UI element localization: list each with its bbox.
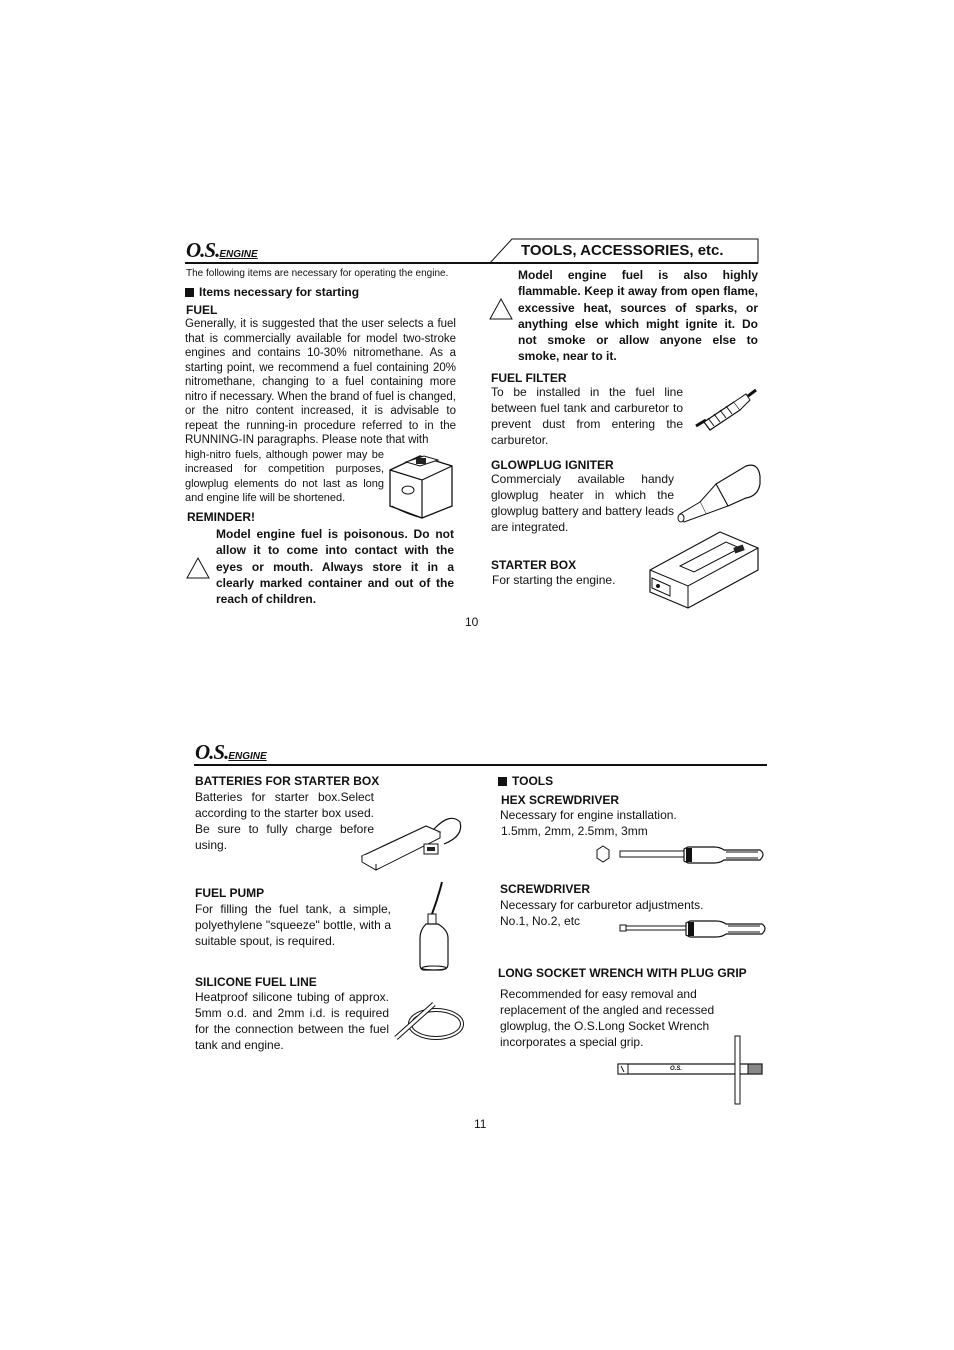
fuel-text-continued: high-nitro fuels, although power may be increased for competition purposes, glowplug elements do not last as long and engine life will be shortened. <box>185 449 384 505</box>
warning-triangle-icon <box>186 557 210 579</box>
screwdriver-sizes: No.1, No.2, etc <box>500 914 581 928</box>
fuel-filter-text: To be installed in the fuel line between fuel tank and carburetor to prevent dust from entering the carburetor. <box>491 385 683 447</box>
starter-box-heading: STARTER BOX <box>491 558 577 572</box>
socket-wrench-heading: LONG SOCKET WRENCH WITH PLUG GRIP <box>498 966 747 980</box>
reminder-text: Model engine fuel is poisonous. Do not allow it to come into contact with the eyes or mouth. Always store it in a clearly marked container and out of the reach of children. <box>216 527 454 607</box>
starter-box-icon <box>640 526 762 608</box>
warning-triangle-icon <box>489 298 513 320</box>
silicone-tube-icon <box>392 998 466 1042</box>
header-rule <box>185 262 758 264</box>
fuel-filter-icon <box>692 382 758 432</box>
items-heading: Items necessary for starting <box>185 285 359 299</box>
square-bullet-icon <box>185 288 194 297</box>
reminder-heading: REMINDER! <box>187 510 255 524</box>
socket-wrench-text: Recommended for easy removal and replacement of the angled and recessed glowplug, the O.S.Long Socket Wrench incorporates a special grip. <box>500 987 715 1049</box>
os-engine-logo: O.S.ENGINE <box>186 238 258 262</box>
intro-text: The following items are necessary for operating the engine. <box>186 268 449 279</box>
page-number: 10 <box>465 615 479 629</box>
squeeze-bottle-icon <box>418 880 452 972</box>
hex-screwdriver-text: Necessary for engine installation. <box>500 808 677 822</box>
socket-wrench-icon <box>616 1034 766 1106</box>
screwdriver-icon <box>618 918 768 938</box>
batteries-heading: BATTERIES FOR STARTER BOX <box>195 774 380 788</box>
screwdriver-text: Necessary for carburetor adjustments. <box>500 898 704 912</box>
square-bullet-icon <box>498 777 507 786</box>
fuel-pump-text: For filling the fuel tank, a simple, polyethylene "squeeze" bottle, with a suitable spout, is required. <box>195 902 391 948</box>
screwdriver-heading: SCREWDRIVER <box>500 882 591 896</box>
hex-screwdriver-heading: HEX SCREWDRIVER <box>501 793 620 807</box>
glowplug-igniter-heading: GLOWPLUG IGNITER <box>491 458 614 472</box>
fuel-heading: FUEL <box>186 303 218 317</box>
wrench-brand-mark: O.S. <box>670 1066 683 1072</box>
silicone-line-heading: SILICONE FUEL LINE <box>195 975 317 989</box>
section-title: TOOLS, ACCESSORIES, etc. <box>521 242 724 259</box>
flammable-text: Model engine fuel is also highly flammable. Keep it away from open flame, excessive heat, sources of sparks, or anything else which might ignite it. Do not smoke or allow anyone else to smoke, near to it. <box>518 268 758 364</box>
tools-heading: TOOLS <box>498 774 553 788</box>
batteries-text: Batteries for starter box.Select according to the starter box used. Be sure to fully charge before using. <box>195 790 374 852</box>
hex-screwdriver-icon <box>594 842 766 866</box>
starter-box-text: For starting the engine. <box>492 573 616 587</box>
fuel-pump-heading: FUEL PUMP <box>195 886 265 900</box>
hex-screwdriver-sizes: 1.5mm, 2mm, 2.5mm, 3mm <box>501 824 648 838</box>
header-rule <box>194 764 767 766</box>
fuel-filter-heading: FUEL FILTER <box>491 371 567 385</box>
os-engine-logo: O.S.ENGINE <box>195 740 267 764</box>
battery-pack-icon <box>360 812 464 872</box>
glowplug-igniter-text: Commercialy available handy glowplug heater in which the glowplug battery and battery leads are integrated. <box>491 472 674 534</box>
glowplug-igniter-icon <box>676 462 762 526</box>
silicone-line-text: Heatproof silicone tubing of approx. 5mm o.d. and 2mm i.d. is required for the connection between the fuel tank and engine. <box>195 990 389 1052</box>
fuel-text: Generally, it is suggested that the user selects a fuel that is commercially available for model two-stroke engines and contains 10-30% nitromethane. As a starting point, we recommend a fuel containing 20% nitromethane, changing to a fuel containing more nitro if necessary. When the brand of fuel is changed, or the nitro content increased, it is advisable to repeat the running-in procedure referred to in the RUNNING-IN paragraphs. Please note that with <box>185 318 456 446</box>
fuel-can-icon <box>386 448 456 520</box>
page-number: 11 <box>474 1117 487 1131</box>
